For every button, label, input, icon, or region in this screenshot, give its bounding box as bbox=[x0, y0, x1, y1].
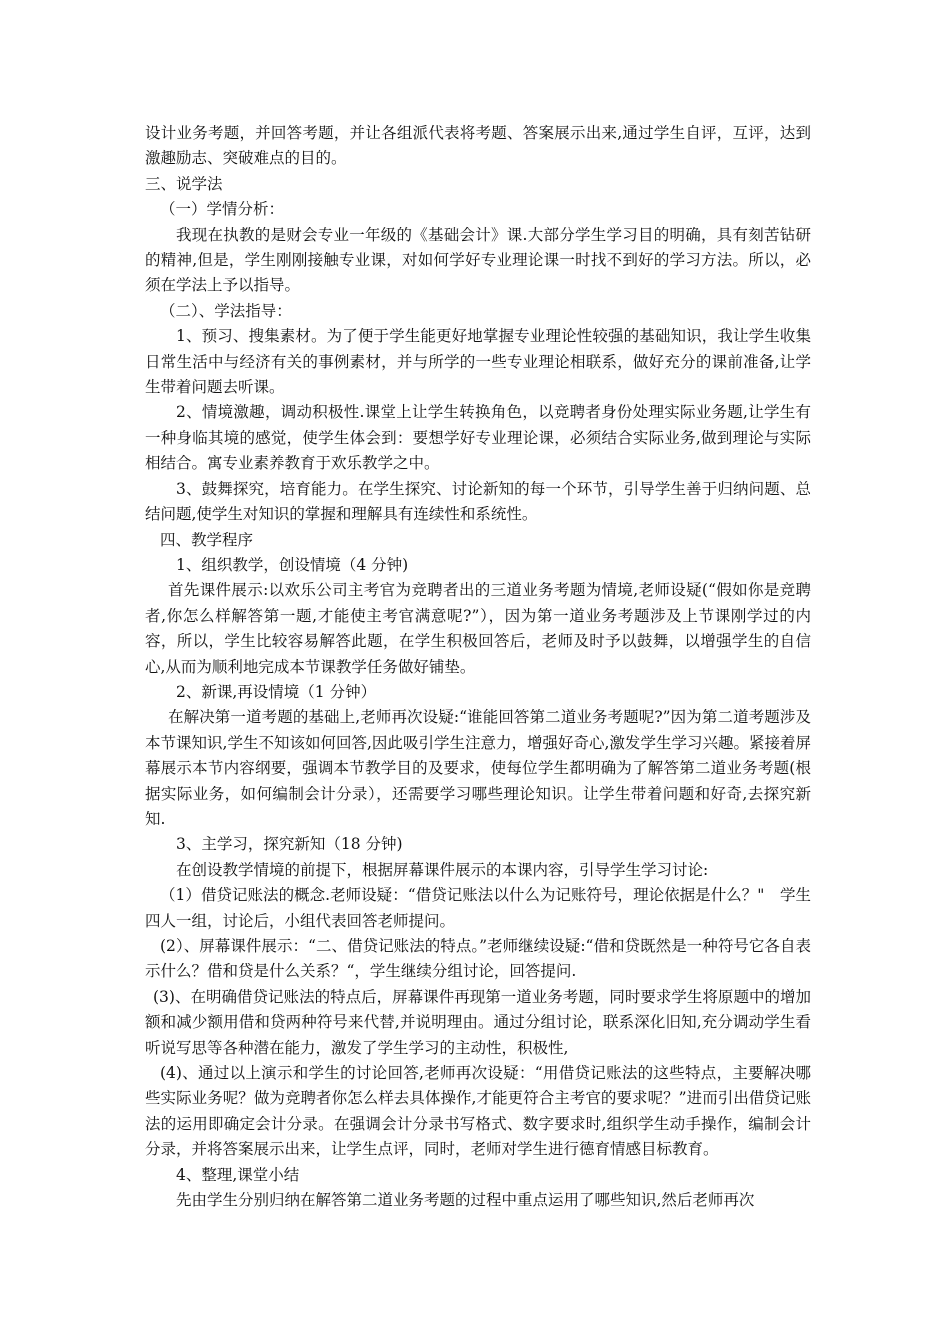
subheading-step-2: 2、新课,再设情境（1 分钟） bbox=[176, 682, 377, 701]
paragraph-continuation: 设计业务考题，并回答考题，并让各组派代表将考题、答案展示出来,通过学生自评，互评，达到激趣励志、突破难点的目的。 bbox=[145, 124, 811, 168]
paragraph-step-1: 首先课件展示:以欢乐公司主考官为竞聘者出的三道业务考题为情境,老师设疑(“假如你是竞聘者,你怎么样解答第一题,才能使主考官满意呢?”），因为第一道业务考题涉及上节课刚学过的内容，所以，学生比较容易解答此题，在学生积极回答后，老师及时予以鼓舞，以增强学生的自信心,从而为顺利地完成本节课教学任务做好铺垫。 bbox=[145, 581, 811, 676]
paragraph-step-3-item-2: (2）、屏幕课件展示：“二、借贷记账法的特点。”老师继续设疑:“借和贷既然是一种符号它各自表示什么？借和贷是什么关系？“，学生继续分组讨论，回答提问. bbox=[145, 937, 811, 981]
subheading-method-guidance: （二）、学法指导： bbox=[160, 301, 292, 320]
paragraph-learner-analysis: 我现在执教的是财会专业一年级的《基础会计》课.大部分学生学习目的明确，具有刻苦钻研的精神,但是，学生刚刚接触专业课，对如何学好专业理论课一时找不到好的学习方法。所以，必须在学法上予以指导。 bbox=[145, 225, 811, 295]
paragraph-step-4: 先由学生分别归纳在解答第二道业务考题的过程中重点运用了哪些知识,然后老师再次 bbox=[176, 1191, 755, 1210]
paragraph-step-2: 在解决第一道考题的基础上,老师再次设疑:“谁能回答第二道业务考题呢?”因为第二道考题涉及本节课知识,学生不知该如何回答,因此吸引学生注意力，增强好奇心,激发学生学习兴趣。紧接着屏幕展示本节内容纲要，强调本节教学目的及要求，使每位学生都明确为了解答第二道业务考题(根据实际业务，如何编制会计分录），还需要学习哪些理论知识。让学生带着问题和好奇,去探究新知. bbox=[145, 708, 811, 828]
section-heading-learning-method: 三、说学法 bbox=[145, 174, 223, 193]
subheading-step-4: 4、整理,课堂小结 bbox=[176, 1165, 300, 1184]
subheading-step-3: 3、主学习，探究新知（18 分钟) bbox=[176, 835, 403, 854]
document-body bbox=[145, 121, 811, 1213]
subheading-step-1: 1、组织教学，创设情境（4 分钟) bbox=[176, 555, 409, 574]
paragraph-step-3-item-1: （1）借贷记账法的概念.老师设疑：“借贷记账法以什么为记账符号，理论依据是什么？" 学生四人一组，讨论后，小组代表回答老师提问。 bbox=[145, 886, 811, 930]
subheading-learner-analysis: （一）学情分析： bbox=[160, 200, 285, 219]
paragraph-guidance-3: 3、鼓舞探究，培育能力。在学生探究、讨论新知的每一个环节，引导学生善于归纳问题、总结问题,使学生对知识的掌握和理解具有连续性和系统性。 bbox=[145, 479, 811, 524]
section-heading-teaching-procedure: 四、教学程序 bbox=[160, 530, 254, 549]
paragraph-step-3-intro: 在创设教学情境的前提下，根据屏幕课件展示的本课内容，引导学生学习讨论: bbox=[176, 860, 709, 879]
paragraph-step-3-item-3: (3)、在明确借贷记账法的特点后，屏幕课件再现第一道业务考题，同时要求学生将原题中的增加额和减少额用借和贷两种符号来代替,并说明理由。通过分组讨论，联系深化旧知,充分调动学生看听说写思等各种潜在能力，激发了学生学习的主动性，积极性, bbox=[145, 987, 811, 1057]
paragraph-guidance-1: 1、预习、搜集素材。为了便于学生能更好地掌握专业理论性较强的基础知识，我让学生收集日常生活中与经济有关的事例素材，并与所学的一些专业理论相联系，做好充分的课前准备,让学生带着问题去听课。 bbox=[145, 327, 811, 397]
paragraph-step-3-item-4: (4)、通过以上演示和学生的讨论回答,老师再次设疑：“用借贷记账法的这些特点，主要解决哪些实际业务呢？做为竞聘者你怎么样去具体操作,才能更符合主考官的要求呢？”进而引出借贷记账法的运用即确定会计分录。在强调会计分录书写格式、数字要求时,组织学生动手操作，编制会计分录，并将答案展示出来，让学生点评，同时，老师对学生进行德育情感目标教育。 bbox=[145, 1064, 811, 1159]
paragraph-guidance-2: 2、情境激趣，调动积极性.课堂上让学生转换角色，以竞聘者身份处理实际业务题,让学生有一种身临其境的感觉，使学生体会到：要想学好专业理论课，必须结合实际业务,做到理论与实际相结合。寓专业素养教育于欢乐教学之中。 bbox=[145, 403, 811, 473]
